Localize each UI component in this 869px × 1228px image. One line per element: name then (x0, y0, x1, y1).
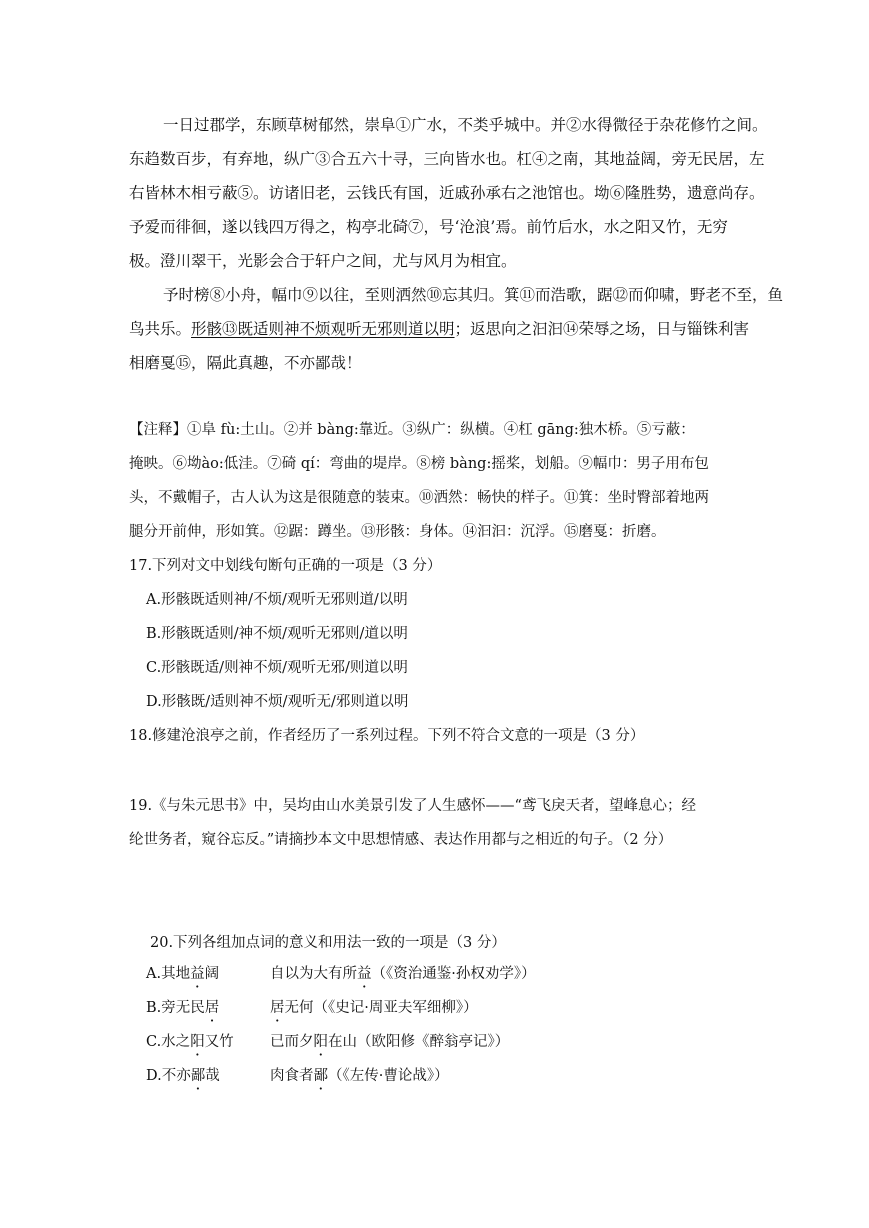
dotted-word: 益 (190, 966, 205, 982)
dotted-word: 益 (357, 966, 372, 982)
option-text: B.旁无民 (146, 1000, 205, 1016)
dotted-word: 阳 (190, 1034, 205, 1050)
option-text: 无何（《史记·周亚夫军细柳》） (284, 1000, 478, 1016)
passage-text: 鸟共乐。 (129, 320, 192, 338)
q17-option-b: B.形骸既适则/神不烦/观听无邪则/道以明 (146, 626, 408, 642)
option-text: A.其地 (146, 966, 191, 982)
question-19-line: 19.《与朱元思书》中，吴均由山水美景引发了人生感怀——“鸢飞戾天者，望峰息心；经 (129, 798, 696, 814)
option-text: D.不亦 (146, 1068, 191, 1084)
question-20-stem: 20.下列各组加点词的意义和用法一致的一项是（3 分） (150, 935, 506, 951)
option-text: 又竹 (204, 1034, 234, 1050)
passage-line: 予时榜⑧小舟，幅巾⑨以往，至则洒然⑩忘其归。箕⑪而浩歌，踞⑫而仰啸，野老不至，鱼 (163, 286, 784, 304)
dotted-word: 阳 (313, 1034, 328, 1050)
question-19-line: 纶世务者，窥谷忘反。”请摘抄本文中思想情感、表达作用都与之相近的句子。（2 分） (129, 832, 673, 848)
option-text: （《资治通鉴·孙权劝学》） (371, 966, 536, 982)
passage-line: 一日过郡学，东顾草树郁然，崇阜①广水，不类乎城中。并②水得微径于杂花修竹之间。 (163, 116, 768, 134)
notes-line: 掩映。⑥坳ào:低洼。⑦碕 qí：弯曲的堤岸。⑧榜 bàng:摇桨，划船。⑨幅巾：男子用布包 (129, 456, 709, 472)
q17-option-a: A.形骸既适则神/不烦/观听无邪则道/以明 (146, 592, 408, 608)
q17-option-d: D.形骸既/适则神不烦/观听无/邪则道以明 (146, 694, 409, 710)
dotted-word: 居 (270, 1000, 285, 1016)
underlined-sentence: 形骸⑬既适则神不烦观听无邪则道以明 (191, 320, 455, 338)
passage-line: 极。澄川翠干，光影会合于轩户之间，尤与风月为相宜。 (129, 252, 517, 270)
option-text: 在山（欧阳修《醉翁亭记》） (328, 1034, 510, 1050)
passage-text: ；返思向之汩汩⑭荣辱之场，日与锱铢利害 (454, 320, 750, 338)
q17-option-c: C.形骸既适/则神不烦/观听无邪/则道以明 (146, 660, 408, 676)
passage-line: 相磨戛⑮，隔此真趣，不亦鄙哉！ (129, 354, 362, 372)
q20-option-d (146, 1066, 449, 1086)
option-text: 肉食者 (270, 1068, 314, 1084)
question-17-stem: 17.下列对文中划线句断句正确的一项是（3 分） (129, 558, 442, 574)
option-text: 已而夕 (270, 1034, 314, 1050)
notes-line: 【注释】①阜 fù:土山。②并 bàng:靠近。③纵广：纵横。④杠 gāng:独木桥。⑤亏蔽： (129, 422, 695, 438)
notes-line: 头，不戴帽子，古人认为这是很随意的装束。⑩洒然：畅快的样子。⑪箕：坐时臀部着地两 (129, 490, 709, 506)
option-text: 阔 (204, 966, 220, 982)
q20-option-c (146, 1032, 510, 1052)
option-text: C.水之 (146, 1034, 191, 1050)
passage-line (129, 319, 749, 339)
option-text: （《左传·曹论战》） (328, 1068, 449, 1084)
q20-option-a (146, 964, 536, 984)
passage-line: 右皆林木相亏蔽⑤。访诸旧老，云钱氏有国，近戚孙承右之池馆也。坳⑥隆胜势，遗意尚存。 (129, 184, 765, 202)
passage-line: 东趋数百步，有弃地，纵广③合五六十寻，三向皆水也。杠④之南，其地益阔，旁无民居，左 (129, 150, 765, 168)
dotted-word: 鄙 (190, 1068, 206, 1084)
option-text: 哉 (205, 1068, 220, 1084)
dotted-word: 居 (204, 1000, 220, 1016)
q20-option-b (146, 998, 478, 1018)
question-18-stem: 18.修建沧浪亭之前，作者经历了一系列过程。下列不符合文意的一项是（3 分） (129, 728, 645, 744)
passage-line: 予爱而徘徊，遂以钱四万得之，构亭北碕⑦，号‘沧浪’焉。前竹后水，水之阳又竹，无穷 (129, 218, 728, 236)
notes-line: 腿分开前伸，形如箕。⑫踞：蹲坐。⑬形骸：身体。⑭汩汩：沉浮。⑮磨戛：折磨。 (129, 524, 666, 540)
option-text: 自以为大有所 (270, 966, 357, 982)
dotted-word: 鄙 (313, 1068, 328, 1084)
